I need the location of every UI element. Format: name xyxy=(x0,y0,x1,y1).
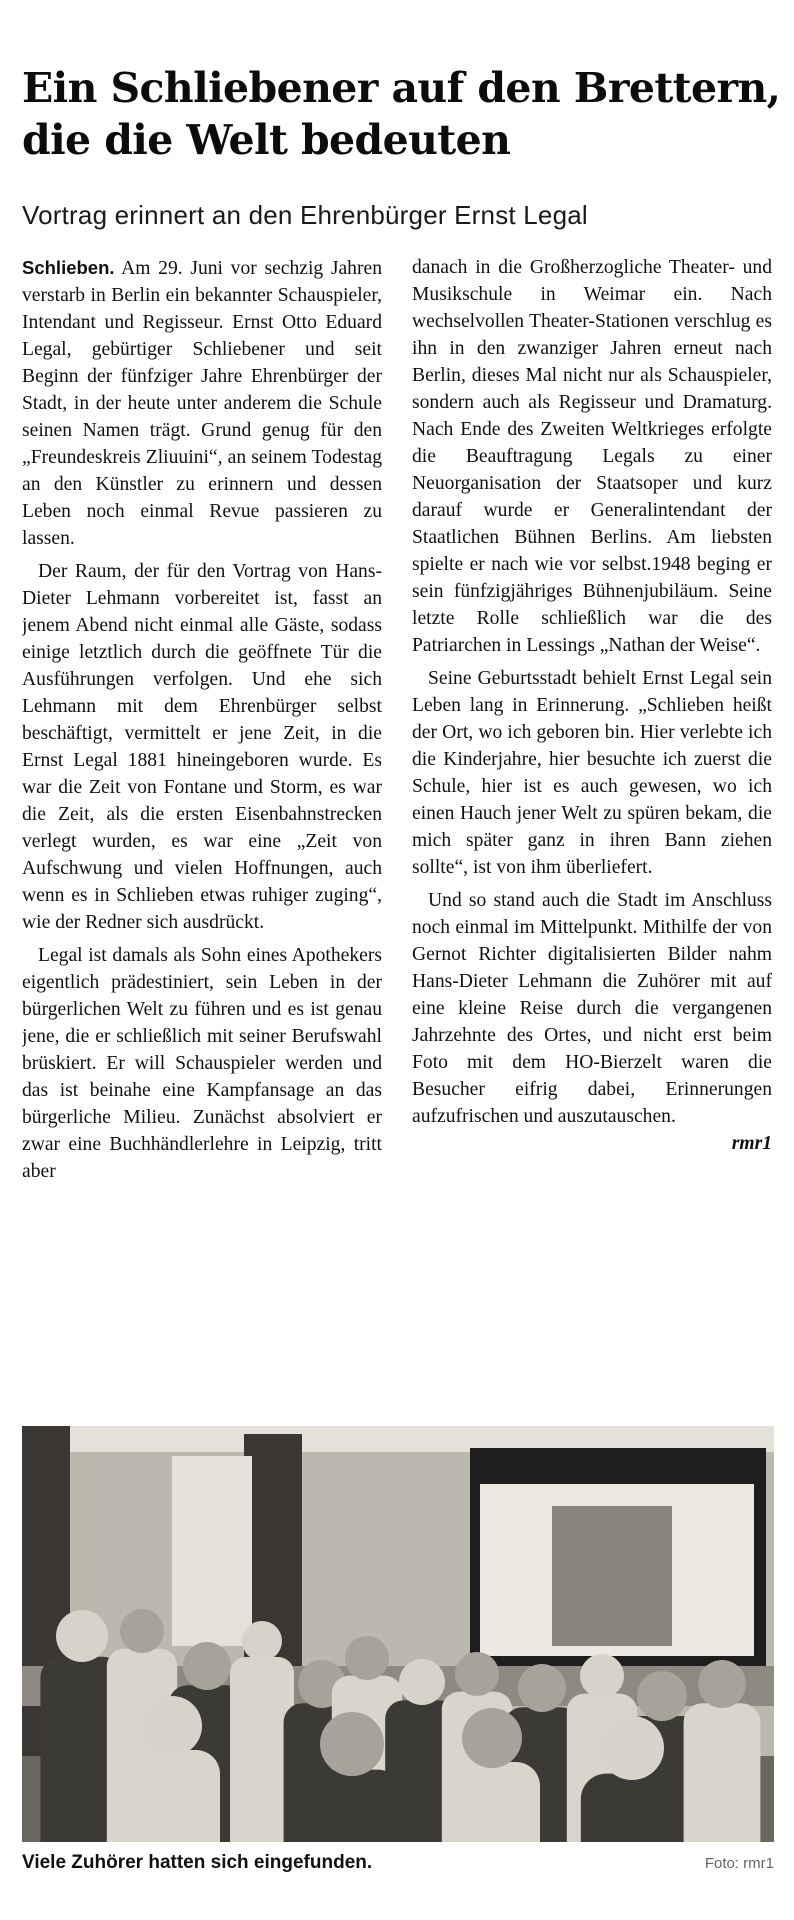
article-subheadline: Vortrag erinnert an den Ehrenbürger Ernst Legal xyxy=(22,200,588,230)
photo-caption xyxy=(22,1852,774,1882)
photo-credit: Foto: rmr1 xyxy=(704,1855,774,1872)
audience-member-head xyxy=(455,1652,499,1696)
article-paragraph-3b: danach in die Großherzogliche Theater- und Musikschule in Weimar ein. Nach wechselvollen Theater-Stationen verschlug es ihn in den zwanziger Jahren erneut nach Berlin, dieses Mal nicht nur als Schauspieler, sondern auch als Regisseur und Dramaturg. Nach Ende des Zweiten Weltkrieges erfolgte die Beauftragung Legals zu einer Neuorganisation der Staatsoper und kurz darauf wurde er Generalintendant der Staatlichen Bühnen Berlins. Am liebsten spielte er nach wie vor selbst.1948 beging er sein fünfzigjähriges Bühnenjubiläum. Seine letzte Rolle schließlich war die des Patriarchen in Lessings „Nathan der Weise“. xyxy=(412,257,772,656)
article-column-right xyxy=(412,254,772,1414)
article-paragraph-3a: Legal ist damals als Sohn eines Apothekers eigentlich prädestiniert, sein Leben in der bürgerlichen Welt zu führen und es ist genau jene, die er schließlich mit seiner Berufswahl brüskiert. Er will Schauspieler werden und das ist beinahe eine Kampfansage an das bürgerliche Milieu. Zunächst absolviert er zwar eine Buchhändlerlehre in Leipzig, tritt aber xyxy=(22,945,382,1182)
audience-member-head xyxy=(142,1696,202,1756)
audience-member-body xyxy=(581,1774,683,1842)
article-paragraph-5 xyxy=(412,887,772,1157)
article-paragraph-4: Seine Geburtsstadt behielt Ernst Legal sein Leben lang in Erinnerung. „Schlieben heißt der Ort, wo ich geboren bin. Hier verlebte ich die Kinderjahre, hier besuchte ich zuerst die Schule, hier ist es auch gewesen, wo ich einen Hauch jener Welt zu spüren bekam, die mich später ganz in ihren Bann ziehen sollte“, ist von ihm überliefert. xyxy=(412,668,772,878)
paragraph-5-text: Und so stand auch die Stadt im Anschluss noch einmal im Mittelpunkt. Mithilfe der von Gernot Richter digitalisierten Bilder nahm Hans-Dieter Lehmann die Zuhörer mit auf eine kleine Reise durch die vergangenen Jahrzehnte des Ortes, und nicht erst beim Foto mit dem HO-Bierzelt waren die Besucher eifrig dabei, Erinnerungen aufzufrischen und auszutauschen. xyxy=(412,890,772,1127)
audience-member-head xyxy=(637,1671,687,1721)
paragraph-1-text: Am 29. Juni vor sechzig Jahren verstarb in Berlin ein bekannter Schauspieler, Intendant und Regisseur. Ernst Otto Eduard Legal, gebürtiger Schliebener und seit Beginn der fünfziger Jahre Ehrenbürger der Stadt, in der heute unter anderem die Schule seinen Namen trägt. Grund genug für den „Freundeskreis Zliuuini“, an seinem Todestag an den Künstler zu erinnern und dessen Leben noch einmal Revue passieren zu lassen. xyxy=(22,258,382,549)
audience-member-head xyxy=(345,1636,389,1680)
headline-line-1: Ein Schliebener auf den Brettern, xyxy=(22,64,781,112)
article-paragraph-2: Der Raum, der für den Vortrag von Hans-Dieter Lehmann vorbereitet ist, fasst an jenem Abend nicht einmal alle Gäste, sodass einige letztlich durch die geöffnete Tür die Ausführungen verfolgen. Und ehe sich Lehmann mit dem Ehrenbürger selbst beschäftigt, vermittelt er jene Zeit, in die Ernst Legal 1881 hineingeboren wurde. Es war die Zeit von Fontane und Storm, es war die Zeit, als die ersten Eisenbahnstrecken verlegt wurden, es war eine „Zeit von Aufschwung und vielen Hoffnungen, auch wenn es in Schlieben etwas ruhiger zuging“, wie der Redner sich ausdrückt. xyxy=(22,561,382,933)
article-dateline: Schlieben. xyxy=(22,257,115,278)
article-column-left xyxy=(22,254,382,1414)
audience-member-head xyxy=(399,1659,445,1705)
article-paragraph-1 xyxy=(22,254,382,552)
audience-member-head xyxy=(56,1610,108,1662)
audience-member-head xyxy=(120,1609,164,1653)
audience-member-head xyxy=(518,1664,566,1712)
newspaper-article xyxy=(22,0,781,1920)
photo-caption-text: Viele Zuhörer hatten sich eingefunden. xyxy=(22,1852,373,1873)
audience-member-body xyxy=(444,1762,540,1842)
audience-member-body xyxy=(301,1770,403,1842)
article-photo xyxy=(22,1426,774,1842)
audience-member-head xyxy=(600,1716,664,1780)
audience-member-head xyxy=(580,1654,624,1698)
audience-member-head xyxy=(462,1708,522,1768)
headline-line-2: die die Welt bedeuten xyxy=(22,116,511,164)
photo-window xyxy=(172,1456,252,1646)
audience-member-head xyxy=(320,1712,384,1776)
projected-portrait xyxy=(552,1506,672,1646)
audience-member-head xyxy=(242,1621,282,1661)
article-author: rmr1 xyxy=(731,1133,772,1154)
audience-member-body xyxy=(684,1703,761,1842)
audience-member-body xyxy=(124,1750,220,1842)
audience-member-head xyxy=(698,1660,746,1708)
article-headline xyxy=(22,62,781,166)
audience-photo-illustration xyxy=(22,1426,774,1842)
audience-member-head xyxy=(183,1642,231,1690)
